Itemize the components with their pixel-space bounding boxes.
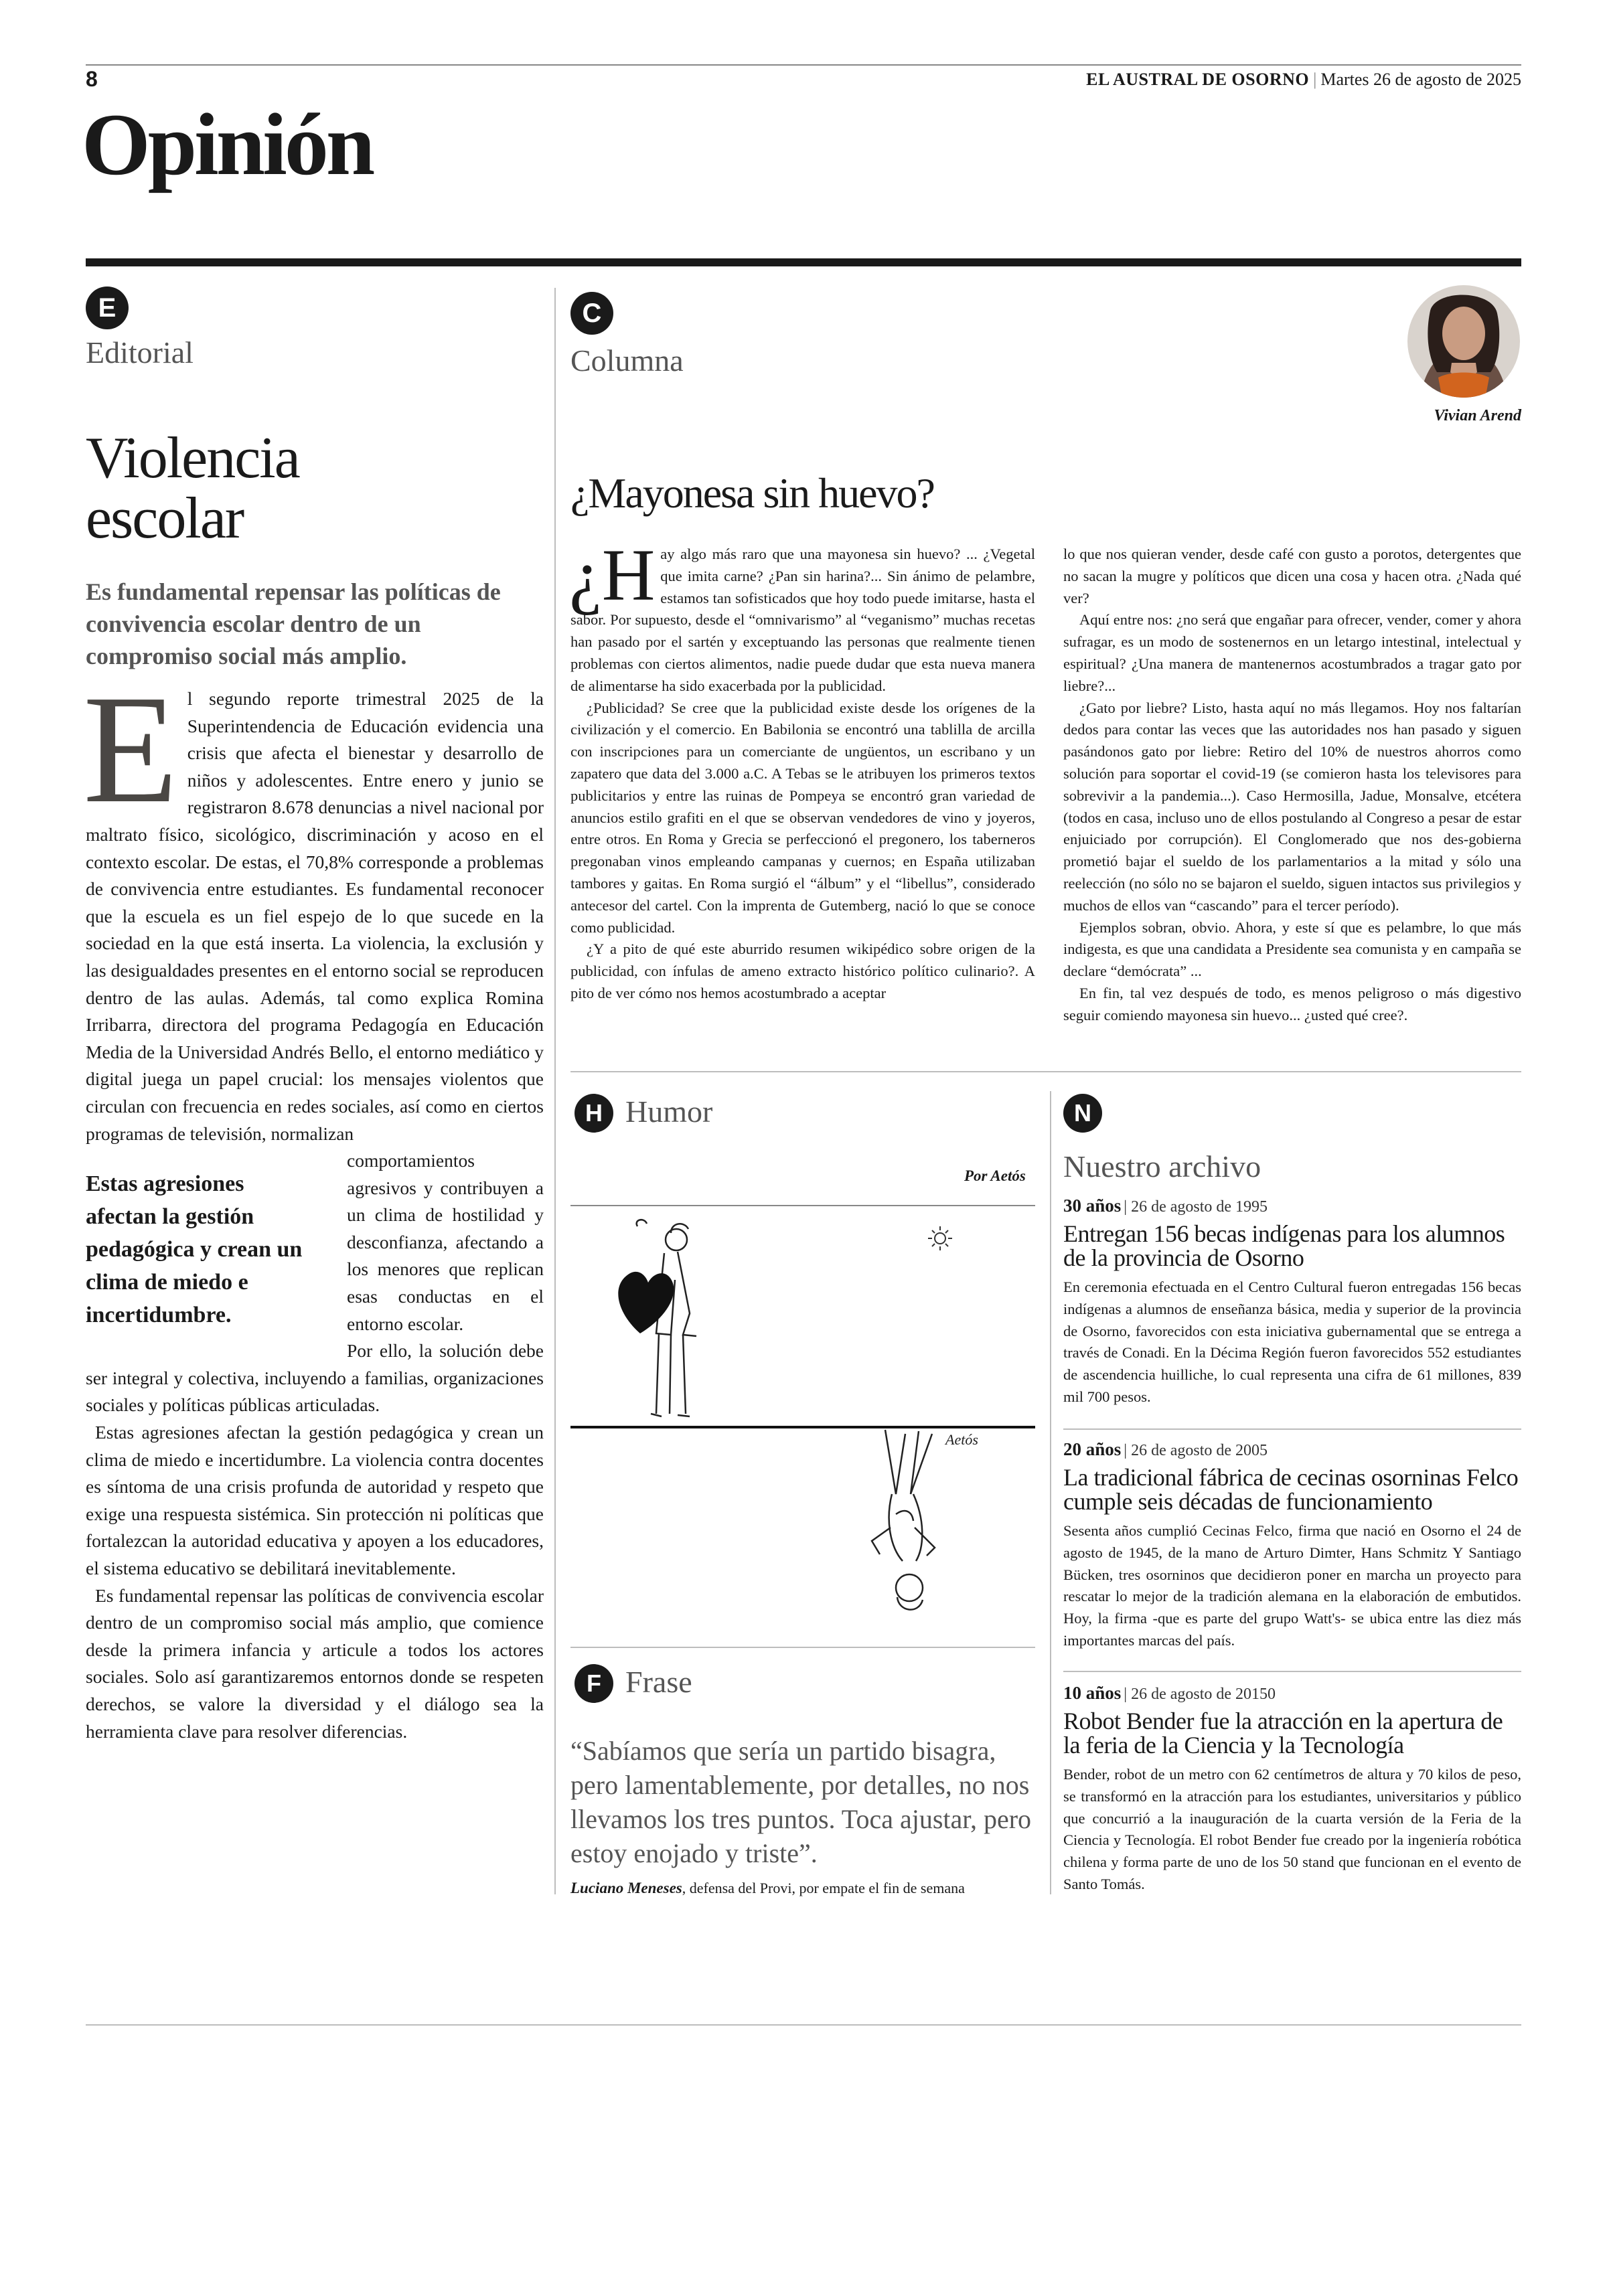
- column-left-paragraph: ay algo más raro que una mayonesa sin huevo? ... ¿Vegetal que imita carne? ¿Pan sin harina?... Sin ánimo de pelambre, estamos tan sofisticados que hoy todo puede imitarse, hasta el sabor. Por supuesto, desde el “omnivarismo” al “veganismo” muchas recetas han pasado por el sartén y exceptuando las personas que realmente tienen problemas con ciertos alimentos, nadie puede dudar que esta nueva manera de alimentarse ha sido exacerbada por la publicidad.: [570, 546, 1035, 694]
- column-left-paragraph: ¿Publicidad? Se cree que la publicidad existe desde los orígenes de la civilización y el comercio. En Babilonia se encontró una tablilla de arcilla con inscripciones para un comerciante de ungüentos, un escribano y un zapatero que data del 3.000 a.C. A Tebas se le atribuyen los primeros textos publicitarios y entre las ruinas de Pompeya se encontró gran variedad de anuncios estilo grafiti en el que se observan vendedores de vino y joyeros, entre otros. En Roma y Grecia se perfeccionó el pregonero, los taberneros pregonaban vinos empleando campanas y cuernos; en España utilizaban tambores y gaitas. En Roma surgió el “álbum” y el “libellus”, considerado antecesor del cartel. Con la imprenta de Gutemberg, nació lo que se conoce como publicidad.: [570, 699, 1035, 936]
- humor-cartoon: [570, 1213, 1035, 1628]
- upside-down-figure-drawing: [872, 1430, 935, 1610]
- editorial-title-line2: escolar: [86, 486, 244, 551]
- editorial-body: [83, 663, 544, 1745]
- archivo-years: 10 años: [1063, 1683, 1122, 1703]
- editorial-continuation: comportamientos agresivos y contribuyen a un clima de hostilidad y desconfianza, afectando a los menores que replican esas conductas en el entorno escolar.: [347, 1150, 544, 1334]
- publication-name: EL AUSTRAL DE OSORNO: [1086, 70, 1310, 89]
- editorial-drop-cap: E: [83, 663, 178, 835]
- section-rule: [86, 258, 1521, 266]
- archivo-title: La tradicional fábrica de cecinas osorninas Felco cumple seis décadas de funcionamiento: [1063, 1464, 1519, 1515]
- frase-author: Luciano Meneses: [570, 1880, 682, 1896]
- column-author: Vivian Arend: [1434, 407, 1521, 424]
- frase-kicker: Frase: [625, 1665, 692, 1699]
- archivo-divider: [1063, 1671, 1521, 1672]
- masthead: [1086, 70, 1521, 90]
- archivo-body: Bender, robot de un metro con 62 centímetros de altura y 70 kilos de peso, se transformó en la atracción para los estudiantes, universitarios y público que concurrió a la inauguración de la cuarta versión de la Feria de la Ciencia y Tecnología. El robot Bender fue creado por la ingeniería robótica chilena y forma parte de uno de los 50 stand que funcionan en el evento de Santo Tomás.: [1063, 1766, 1521, 1892]
- archivo-kicker: Nuestro archivo: [1063, 1149, 1261, 1183]
- column-title: ¿Mayonesa sin huevo?: [570, 469, 934, 517]
- column-right-paragraph: ¿Gato por liebre? Listo, hasta aquí no más llegamos. Hoy nos faltarían dedos para contar las veces que las autoridades nos han pasado y siguen pasándonos gato por liebre: Retiro del 10% de nuestros ahorros como solución para soportar el covid-19 (se comieron hasta los televisores para sobrevivir a la pandemia...). Caso Hermosilla, Jadue, Monsalve, etcétera (todos en casa, incluso uno de ellos postulando al Congreso a pesar de estar enjuiciado por corrupción). El Conglomerado que nos des-gobierna prometió bajar el sueldo de los parlamentarios a la mitad y sólo una reelección (no sólo no se bajaron el sueldo, siguen intactos sus privilegios y muchos de ellos van “cascando” para el tercer período).: [1063, 699, 1521, 914]
- archivo-title: Entregan 156 becas indígenas para los alumnos de la provincia de Osorno: [1063, 1220, 1505, 1271]
- editorial-paragraph-4: Es fundamental repensar las políticas de convivencia escolar dentro de un compromiso social más amplio, que comience desde la primera infancia y articule a todos los actores sociales. Solo así garantizaremos entornos donde se respeten derechos, se valore la diversidad y el diálogo sea la herramienta clave para resolver diferencias.: [86, 1584, 544, 1742]
- frase-badge: F: [575, 1664, 613, 1703]
- humor-kicker: Humor: [625, 1094, 713, 1129]
- editorial-kicker: Editorial: [86, 335, 194, 370]
- archivo-years: 30 años: [1063, 1196, 1122, 1216]
- humor-top-rule: [570, 1205, 1035, 1206]
- archivo-body: Sesenta años cumplió Cecinas Felco, firma que nació en Osorno el 24 de agosto de 1945, de la mano de Arturo Dimter, Hans Schmitz Y Santiago Bücken, tres osorninos que decidieron poner en marcha un proyecto para rescatar lo mejor de la tradición alemana en la elaboración de embutidos. Hoy, la firma -que es parte del grupo Watt's- se ubica entre las diez más importantes marcas del país.: [1063, 1522, 1521, 1649]
- archivo-years: 20 años: [1063, 1439, 1122, 1459]
- column-horizontal-divider: [570, 1071, 1521, 1072]
- column-divider-left: [554, 288, 556, 1894]
- column-right-paragraph: Ejemplos sobran, obvio. Ahora, y este sí que es pelambre, lo que más indigesta, es que una candidata a Presidente sea comunista y en campaña se declare “demócrata” ...: [1063, 918, 1521, 980]
- author-photo: [1406, 284, 1521, 399]
- editorial-subtitle: Es fundamental repensar las políticas de convivencia escolar dentro de un compromiso social más amplio.: [86, 578, 501, 669]
- issue-date: Martes 26 de agosto de 2025: [1320, 70, 1521, 89]
- editorial-title-line1: Violencia: [86, 426, 299, 491]
- column-left-paragraph: ¿Y a pito de qué este aburrido resumen wikipédico sobre origen de la publicidad, con ínfulas de ameno extracto histórico político culinario?. A pito de ver cómo nos hemos acostumbrado a aceptar: [570, 940, 1035, 1001]
- archivo-date: | 26 de agosto de 2005: [1124, 1442, 1268, 1459]
- archivo-entry: [1063, 1683, 1521, 1896]
- humor-badge: H: [575, 1094, 613, 1133]
- editorial-title: [86, 428, 487, 549]
- top-rule: [86, 64, 1521, 66]
- editorial-paragraph-3: Estas agresiones afectan la gestión pedagógica y crean un clima de miedo e incertidumbre. La violencia contra docentes es síntoma de una crisis profunda de autoridad y respeto que exige una respuesta sistémica. Sin protección ni políticas que fortalezcan la autoridad educativa y apoyen a los educadores, el sistema educativo se debilitará inevitablemente.: [86, 1422, 544, 1578]
- archivo-badge: N: [1063, 1094, 1102, 1133]
- column-right-paragraph: En fin, tal vez después de todo, es menos peligroso o más digestivo seguir comiendo mayonesa sin huevo... ¿usted qué cree?.: [1063, 984, 1521, 1023]
- archivo-divider: [1063, 1428, 1521, 1430]
- column-right-paragraph: lo que nos quieran vender, desde café con gusto a porotos, detergentes que no sacan la mugre y políticos que dicen una cosa y hacen otra. ¿Nada qué ver?: [1063, 546, 1521, 606]
- column-drop-cap: ¿H: [569, 534, 656, 616]
- editorial-paragraph-2: Por ello, la solución debe ser integral y colectiva, incluyendo a familias, organizaciones sociales y políticas públicas articuladas.: [86, 1340, 544, 1416]
- page-number: 8: [86, 67, 98, 91]
- editorial-pull-quote: Estas agresiones afectan la gestión pedagógica y crean un clima de miedo e incertidumbre.: [86, 1171, 303, 1328]
- frase-top-rule: [570, 1647, 1035, 1648]
- column-divider-middle: [1050, 1091, 1051, 1894]
- cartoon-signature: Aetós: [945, 1431, 978, 1448]
- masthead-separator: |: [1313, 70, 1317, 89]
- column-right-paragraph: Aquí entre nos: ¿no será que engañar para ofrecer, vender, comer y ahora sufragar, es un modo de sostenernos en un letargo intestinal, intelectual y espiritual? ¿Una manera de mantenernos acostumbrados a tragar gato por liebre?...: [1063, 611, 1521, 694]
- editorial-lead: l segundo reporte trimestral 2025 de la Superintendencia de Educación evidencia una crisis que afecta el bienestar y desarrollo de niños y adolescentes. Entre enero y junio se registraron 8.678 denuncias a nivel nacional por maltrato físico, sicológico, discriminación y acoso en el contexto escolar. De estas, el 70,8% corresponde a problemas de convivencia entre estudiantes. Es fundamental reconocer que la escuela es un fiel espejo de lo que sucede en la sociedad en la que está inserta. La violencia, la exclusión y las desigualdades presentes en el entorno social se reproducen dentro de las aulas. Además, tal como explica Romina Irribarra, directora del programa Pedagogía en Educación Media de la Universidad Andrés Bello, el entorno mediático y digital juega un papel crucial: los mensajes violentos que circulan con frecuencia en redes sociales, así como en ciertos programas de televisión, normalizan: [86, 688, 544, 1144]
- sun-icon: [928, 1226, 952, 1250]
- column-badge: C: [570, 292, 613, 335]
- archivo-date: | 26 de agosto de 20150: [1124, 1686, 1276, 1703]
- column-body-left: [569, 534, 1035, 1005]
- column-kicker: Columna: [570, 343, 684, 378]
- column-body-right: [1063, 544, 1521, 1027]
- humor-byline: Por Aetós: [964, 1167, 1026, 1184]
- frase-role: , defensa del Provi, por empate el fin de semana: [682, 1880, 965, 1896]
- archivo-entry: [1063, 1196, 1521, 1408]
- frase-quote: “Sabíamos que sería un partido bisagra, pero lamentablemente, por detalles, no nos llevamos los tres puntos. Toca ajustar, pero estoy enojado y triste”.: [570, 1736, 1032, 1868]
- archivo-date: | 26 de agosto de 1995: [1124, 1198, 1268, 1216]
- heart-icon: [618, 1272, 674, 1333]
- section-title: Opinión: [82, 95, 373, 193]
- archivo-entry: [1063, 1439, 1521, 1652]
- frase-attribution: [570, 1880, 1039, 1897]
- archivo-title: Robot Bender fue la atracción en la apertura de la feria de la Ciencia y la Tecnología: [1063, 1708, 1503, 1758]
- footer-rule: [86, 2024, 1521, 2026]
- archivo-body: En ceremonia efectuada en el Centro Cultural fueron entregadas 156 becas indígenas a alumnos de enseñanza básica, media y superior de la provincia de Osorno, favorecidos con esta iniciativa gubernamental que se entrega a través de Conadi. En la Décima Región fueron favorecidos 552 estudiantes de ascendencia huilliche, lo cual representa una cifra de 61 millones, 839 mil 700 pesos.: [1063, 1279, 1521, 1405]
- editorial-badge: E: [86, 286, 129, 329]
